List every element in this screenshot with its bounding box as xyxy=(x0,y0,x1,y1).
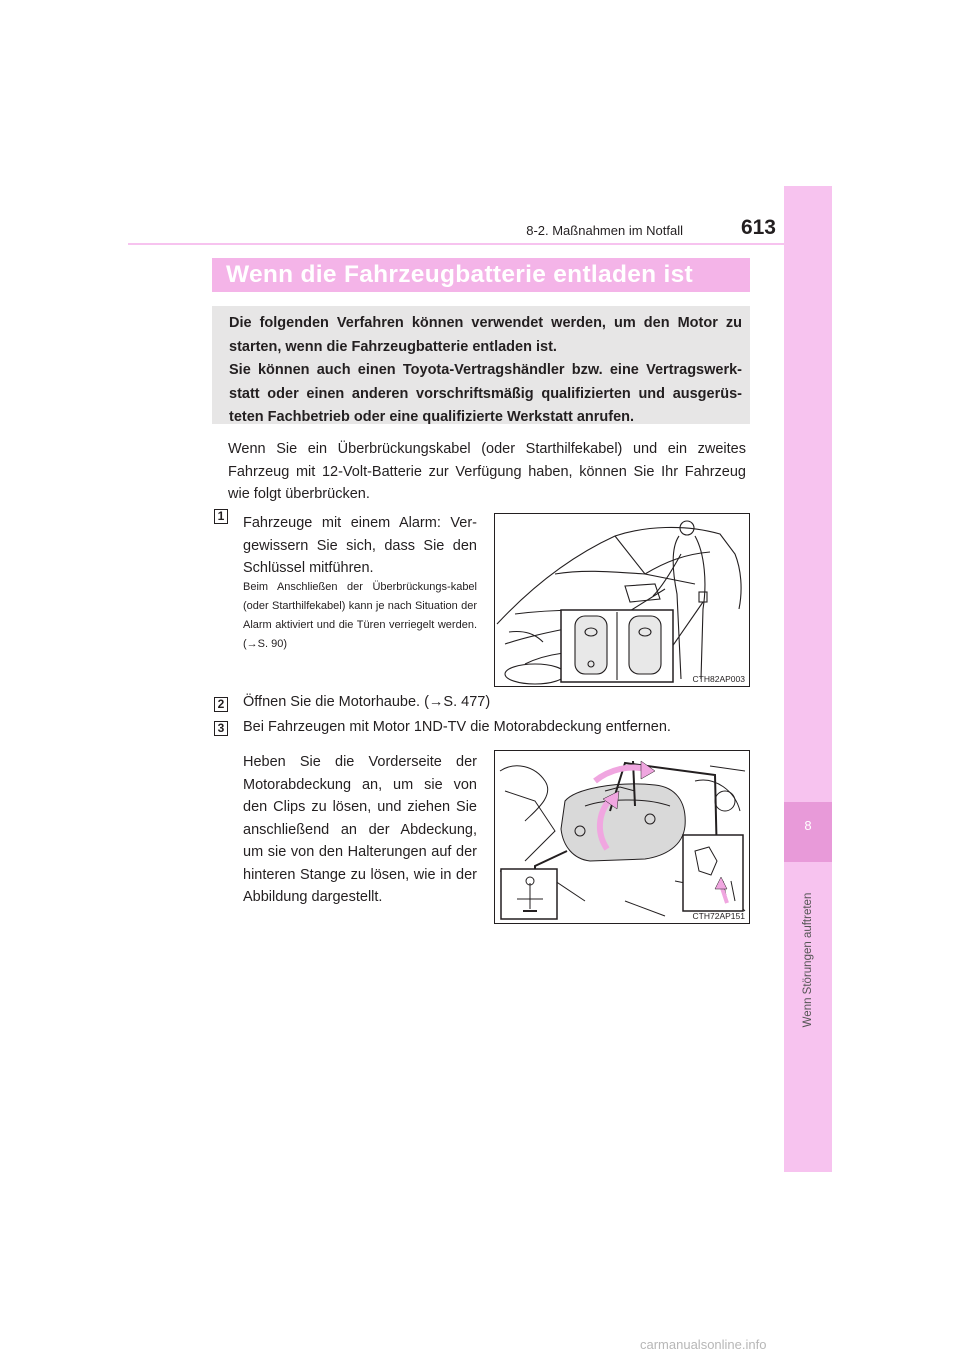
intro-line-2: Sie können auch einen Toyota-Vertragshändler bzw. eine Vertragswerk-statt oder einen anderen vorschriftsmäßig qualifizierten und ausgerüs-teten Fachbetrieb oder eine qualifizierte Werkstatt anrufen. xyxy=(229,362,742,425)
figure-car-key-illustration xyxy=(494,513,750,687)
main-paragraph: Wenn Sie ein Überbrückungskabel (oder Starthilfekabel) und ein zweites Fahrzeug mit 12-Volt-Batterie zur Verfügung haben, können Sie Ihr Fahrzeug wie folgt überbrücken. xyxy=(228,441,746,502)
step-1-note: Beim Anschließen der Überbrückungs-kabel (oder Starthilfekabel) kann je nach Situation der Alarm aktiviert und die Türen verriegelt werden. (→S. 90) xyxy=(243,581,477,650)
figure-engine-cover-illustration xyxy=(494,750,750,924)
figure-1-code: CTH82AP003 xyxy=(692,674,745,684)
page-title: Wenn die Fahrzeugbatterie entladen ist xyxy=(212,258,750,292)
chapter-title: Wenn Störungen auftreten xyxy=(802,892,814,1028)
header-rule xyxy=(128,243,832,245)
step-3-detail: Heben Sie die Vorderseite der Motorabdeckung an, um sie von den Clips zu lösen, und ziehen Sie anschließend an der Abdeckung, um sie von den Halterungen auf der hinteren Stange zu lösen, wie in der Abbildung dargestellt. xyxy=(243,754,477,905)
intro-box xyxy=(212,306,750,424)
chapter-number: 8 xyxy=(804,818,812,833)
section-label: 8-2. Maßnahmen im Notfall xyxy=(526,223,683,238)
step-1-text: Fahrzeuge mit einem Alarm: Ver-gewissern Sie sich, dass Sie den Schlüssel mitführen. xyxy=(243,515,477,576)
step-1-badge: 1 xyxy=(214,509,228,524)
car-key-drawing xyxy=(495,514,749,686)
step-2-badge: 2 xyxy=(214,697,228,712)
page-number: 613 xyxy=(740,216,776,239)
step-3-text: Bei Fahrzeugen mit Motor 1ND-TV die Motorabdeckung entfernen. xyxy=(243,719,671,735)
intro-line-1: Die folgenden Verfahren können verwendet werden, um den Motor zu starten, wenn die Fahrzeugbatterie entladen ist. xyxy=(229,315,742,355)
step-2-text: Öffnen Sie die Motorhaube. (→S. 477) xyxy=(243,694,491,710)
figure-2-code: CTH72AP151 xyxy=(692,911,745,921)
watermark: carmanualsonline.info xyxy=(640,1337,767,1352)
engine-cover-drawing xyxy=(495,751,749,923)
step-3-badge: 3 xyxy=(214,721,228,736)
